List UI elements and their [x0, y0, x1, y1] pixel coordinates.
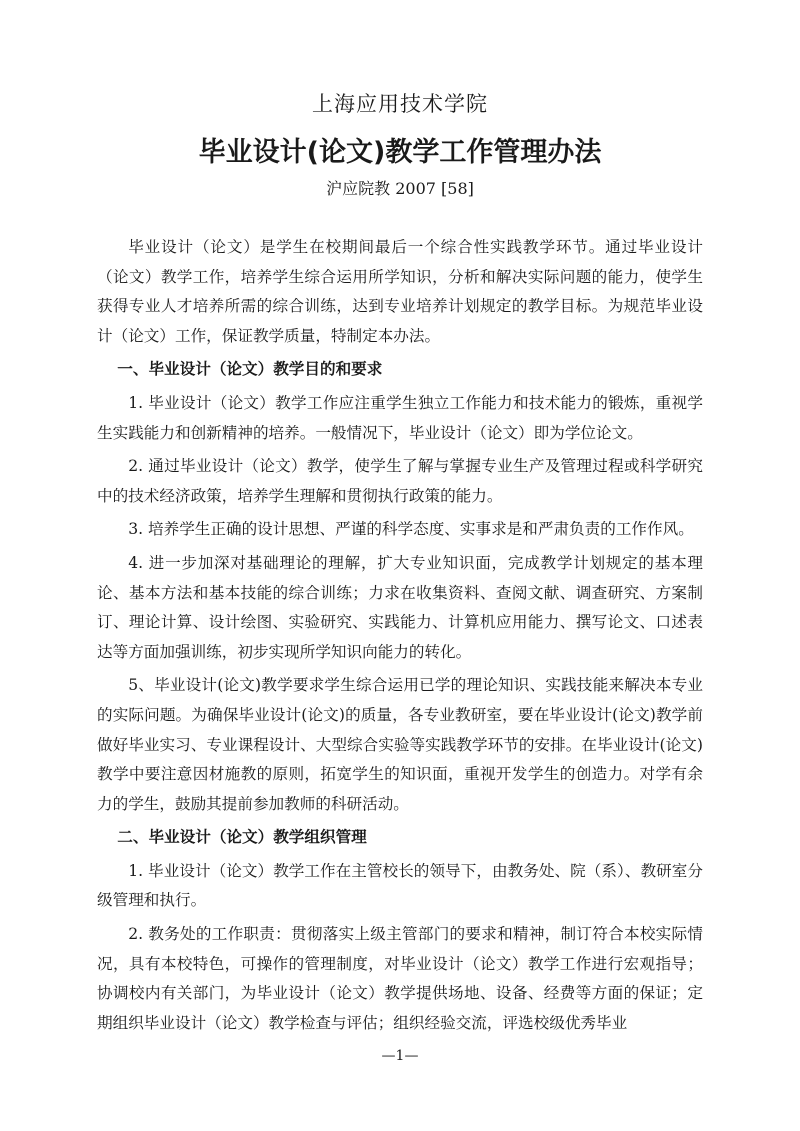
section-1-item-5: 5、毕业设计(论文)教学要求学生综合运用已学的理论知识、实践技能来解决本专业的实际问题。为确保毕业设计(论文)的质量，各专业教研室，要在毕业设计(论文)教学前做好毕业实习、专业课程设计、大型综合实验等实践教学环节的安排。在毕业设计(论文)教学中要注意因材施教的原则，拓宽学生的知识面，重视开发学生的创造力。对学有余力的学生，鼓励其提前参加教师的科研活动。	[97, 676, 703, 813]
section-1-item-4: 4. 进一步加深对基础理论的理解，扩大专业知识面，完成教学计划规定的基本理论、基本方法和基本技能的综合训练；力求在收集资料、查阅文献、调查研究、方案制订、理论计算、设计绘图、实验研究、实践能力、计算机应用能力、撰写论文、口述表达等方面加强训练，初步实现所学知识向能力的转化。	[97, 553, 703, 661]
section-1-item-1: 1. 毕业设计（论文）教学工作应注重学生独立工作能力和技术能力的锻炼，重视学生实践能力和创新精神的培养。一般情况下，毕业设计（论文）即为学位论文。	[97, 393, 703, 442]
document-number: 沪应院教 2007 [58]	[326, 179, 474, 198]
document-body	[97, 233, 703, 1042]
section-2-item-1: 1. 毕业设计（论文）教学工作在主管校长的领导下，由教务处、院（系）、教研室分级管理和执行。	[97, 861, 703, 910]
section-1-item-3: 3. 培养学生正确的设计思想、严谨的科学态度、实事求是和严肃负责的工作作风。	[128, 520, 694, 539]
section-2-heading: 二、毕业设计（论文）教学组织管理	[117, 828, 367, 847]
school-name: 上海应用技术学院	[312, 92, 488, 116]
page-number: —1—	[381, 1048, 419, 1064]
section-2-item-2: 2. 教务处的工作职责：贯彻落实上级主管部门的要求和精神，制订符合本校实际情况，具有本校特色，可操作的管理制度，对毕业设计（论文）教学工作进行宏观指导；协调校内有关部门，为毕业设计（论文）教学提供场地、设备、经费等方面的保证；定期组织毕业设计（论文）教学检查与评估；组织经验交流，评选校级优秀毕业	[97, 925, 703, 1032]
section-1-heading: 一、毕业设计（论文）教学目的和要求	[117, 360, 383, 379]
document-title: 毕业设计(论文)教学工作管理办法	[198, 137, 602, 168]
section-1-item-2: 2. 通过毕业设计（论文）教学，使学生了解与掌握专业生产及管理过程或科学研究中的技术经济政策，培养学生理解和贯彻执行政策的能力。	[97, 457, 703, 505]
intro-paragraph: 毕业设计（论文）是学生在校期间最后一个综合性实践教学环节。通过毕业设计（论文）教学工作，培养学生综合运用所学知识，分析和解决实际问题的能力，使学生获得专业人才培养所需的综合训练，达到专业培养计划规定的教学目标。为规范毕业设计（论文）工作，保证教学质量，特制定本办法。	[97, 238, 703, 345]
